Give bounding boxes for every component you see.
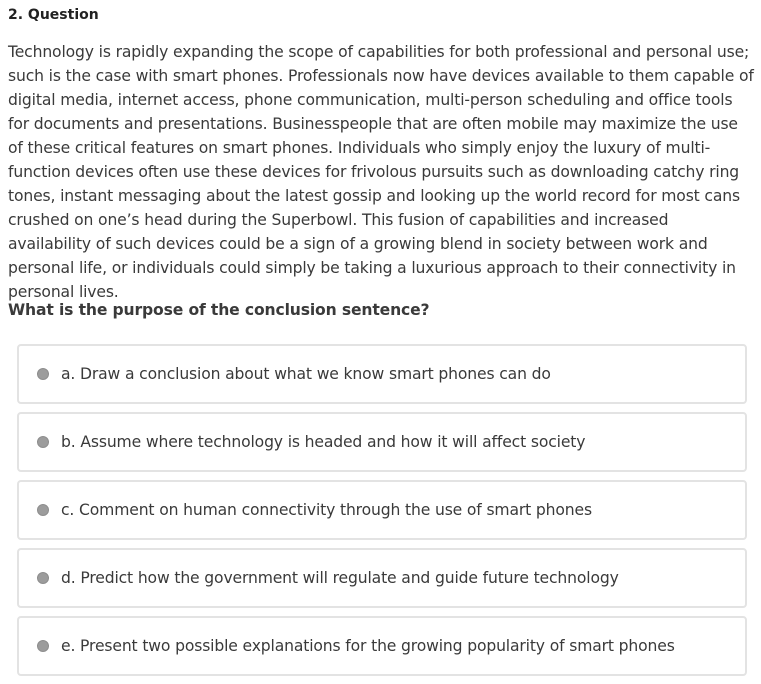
radio-unselected-icon[interactable] (37, 640, 49, 652)
question-prompt: What is the purpose of the conclusion sentence? (8, 301, 430, 319)
answer-option-label: e. Present two possible explanations for the growing popularity of smart phones (61, 637, 675, 655)
radio-unselected-icon[interactable] (37, 368, 49, 380)
answer-option-label: d. Predict how the government will regulate and guide future technology (61, 569, 619, 587)
radio-unselected-icon[interactable] (37, 504, 49, 516)
radio-unselected-icon[interactable] (37, 572, 49, 584)
answer-option-a[interactable] (17, 344, 747, 404)
answer-option-c[interactable] (17, 480, 747, 540)
question-passage: Technology is rapidly expanding the scope of capabilities for both professional and personal use; such is the case with smart phones. Professionals now have devices available to them capable of digital media, internet access, phone communication, multi-person scheduling and office tools for documents and presentations. Businesspeople that are often mobile may maximize the use of these critical features on smart phones. Individuals who simply enjoy the luxury of multi-function devices often use these devices for frivolous pursuits such as downloading catchy ring tones, instant messaging about the latest gossip and looking up the world record for most cans crushed on one’s head during the Superbowl. This fusion of capabilities and increased availability of such devices could be a sign of a growing blend in society between work and personal life, or individuals could simply be taking a luxurious approach to their connectivity in personal lives. (8, 43, 754, 301)
answer-option-label: b. Assume where technology is headed and how it will affect society (61, 433, 586, 451)
answer-option-label: a. Draw a conclusion about what we know smart phones can do (61, 365, 551, 383)
answer-option-b[interactable] (17, 412, 747, 472)
answer-options (17, 344, 747, 684)
answer-option-e[interactable] (17, 616, 747, 676)
question-number-header: 2. Question (8, 7, 99, 23)
answer-option-d[interactable] (17, 548, 747, 608)
radio-unselected-icon[interactable] (37, 436, 49, 448)
answer-option-label: c. Comment on human connectivity through the use of smart phones (61, 501, 592, 519)
